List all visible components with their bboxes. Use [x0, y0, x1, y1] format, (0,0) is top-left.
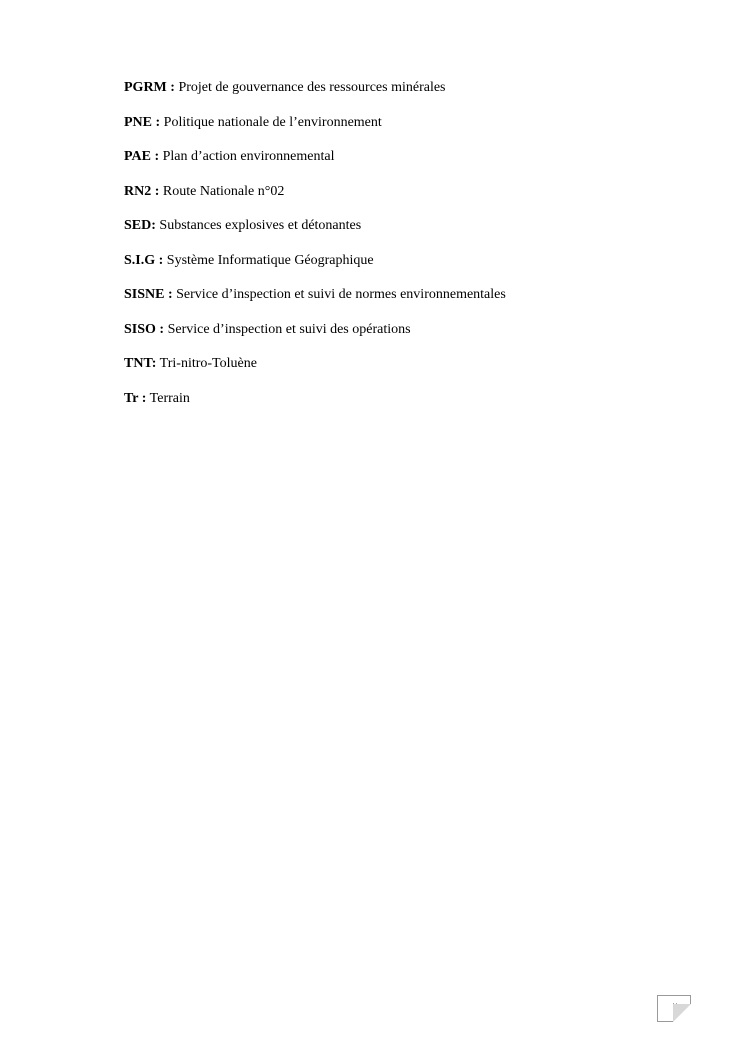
abbreviation-term: SISNE : [124, 287, 173, 302]
abbreviation-definition: Route Nationale n°02 [159, 183, 285, 199]
folded-corner-icon [673, 1004, 691, 1022]
abbreviation-definition: Substances explosives et détonantes [155, 218, 362, 233]
page-number-box [657, 995, 691, 1022]
abbreviation-term: RN2 : [124, 183, 160, 199]
abbreviation-definition: Plan d’action environnemental [159, 149, 335, 164]
abbreviation-definition: Projet de gouvernance des ressources minérales [174, 80, 446, 95]
abbreviation-item [124, 286, 506, 321]
abbreviation-item [124, 321, 506, 356]
abbreviation-item [124, 183, 506, 218]
abbreviation-item [124, 114, 506, 149]
abbreviation-item [124, 355, 506, 390]
abbreviation-definition: Terrain [146, 390, 190, 406]
abbreviation-item [124, 252, 506, 287]
abbreviation-term: SISO : [124, 321, 165, 337]
page-number: v [673, 1001, 677, 1010]
abbreviation-list [124, 79, 506, 424]
abbreviation-definition: Système Informatique Géographique [163, 252, 374, 268]
abbreviation-definition: Politique nationale de l’environnement [160, 114, 382, 130]
abbreviation-term: SED: [124, 218, 156, 233]
abbreviation-term: PNE : [124, 114, 161, 130]
abbreviation-term: PGRM : [124, 80, 175, 95]
abbreviation-definition: Service d’inspection et suivi des opérations [164, 321, 411, 337]
abbreviation-term: S.I.G : [124, 252, 164, 268]
abbreviation-item [124, 79, 506, 114]
abbreviation-definition: Service d’inspection et suivi de normes environnementales [172, 287, 506, 302]
abbreviation-item [124, 148, 506, 183]
abbreviation-definition: Tri-nitro-Toluène [156, 356, 257, 371]
abbreviation-term: Tr : [124, 390, 147, 406]
abbreviation-term: PAE : [124, 149, 160, 164]
abbreviation-item [124, 390, 506, 425]
abbreviation-item [124, 217, 506, 252]
abbreviation-term: TNT: [124, 356, 157, 371]
